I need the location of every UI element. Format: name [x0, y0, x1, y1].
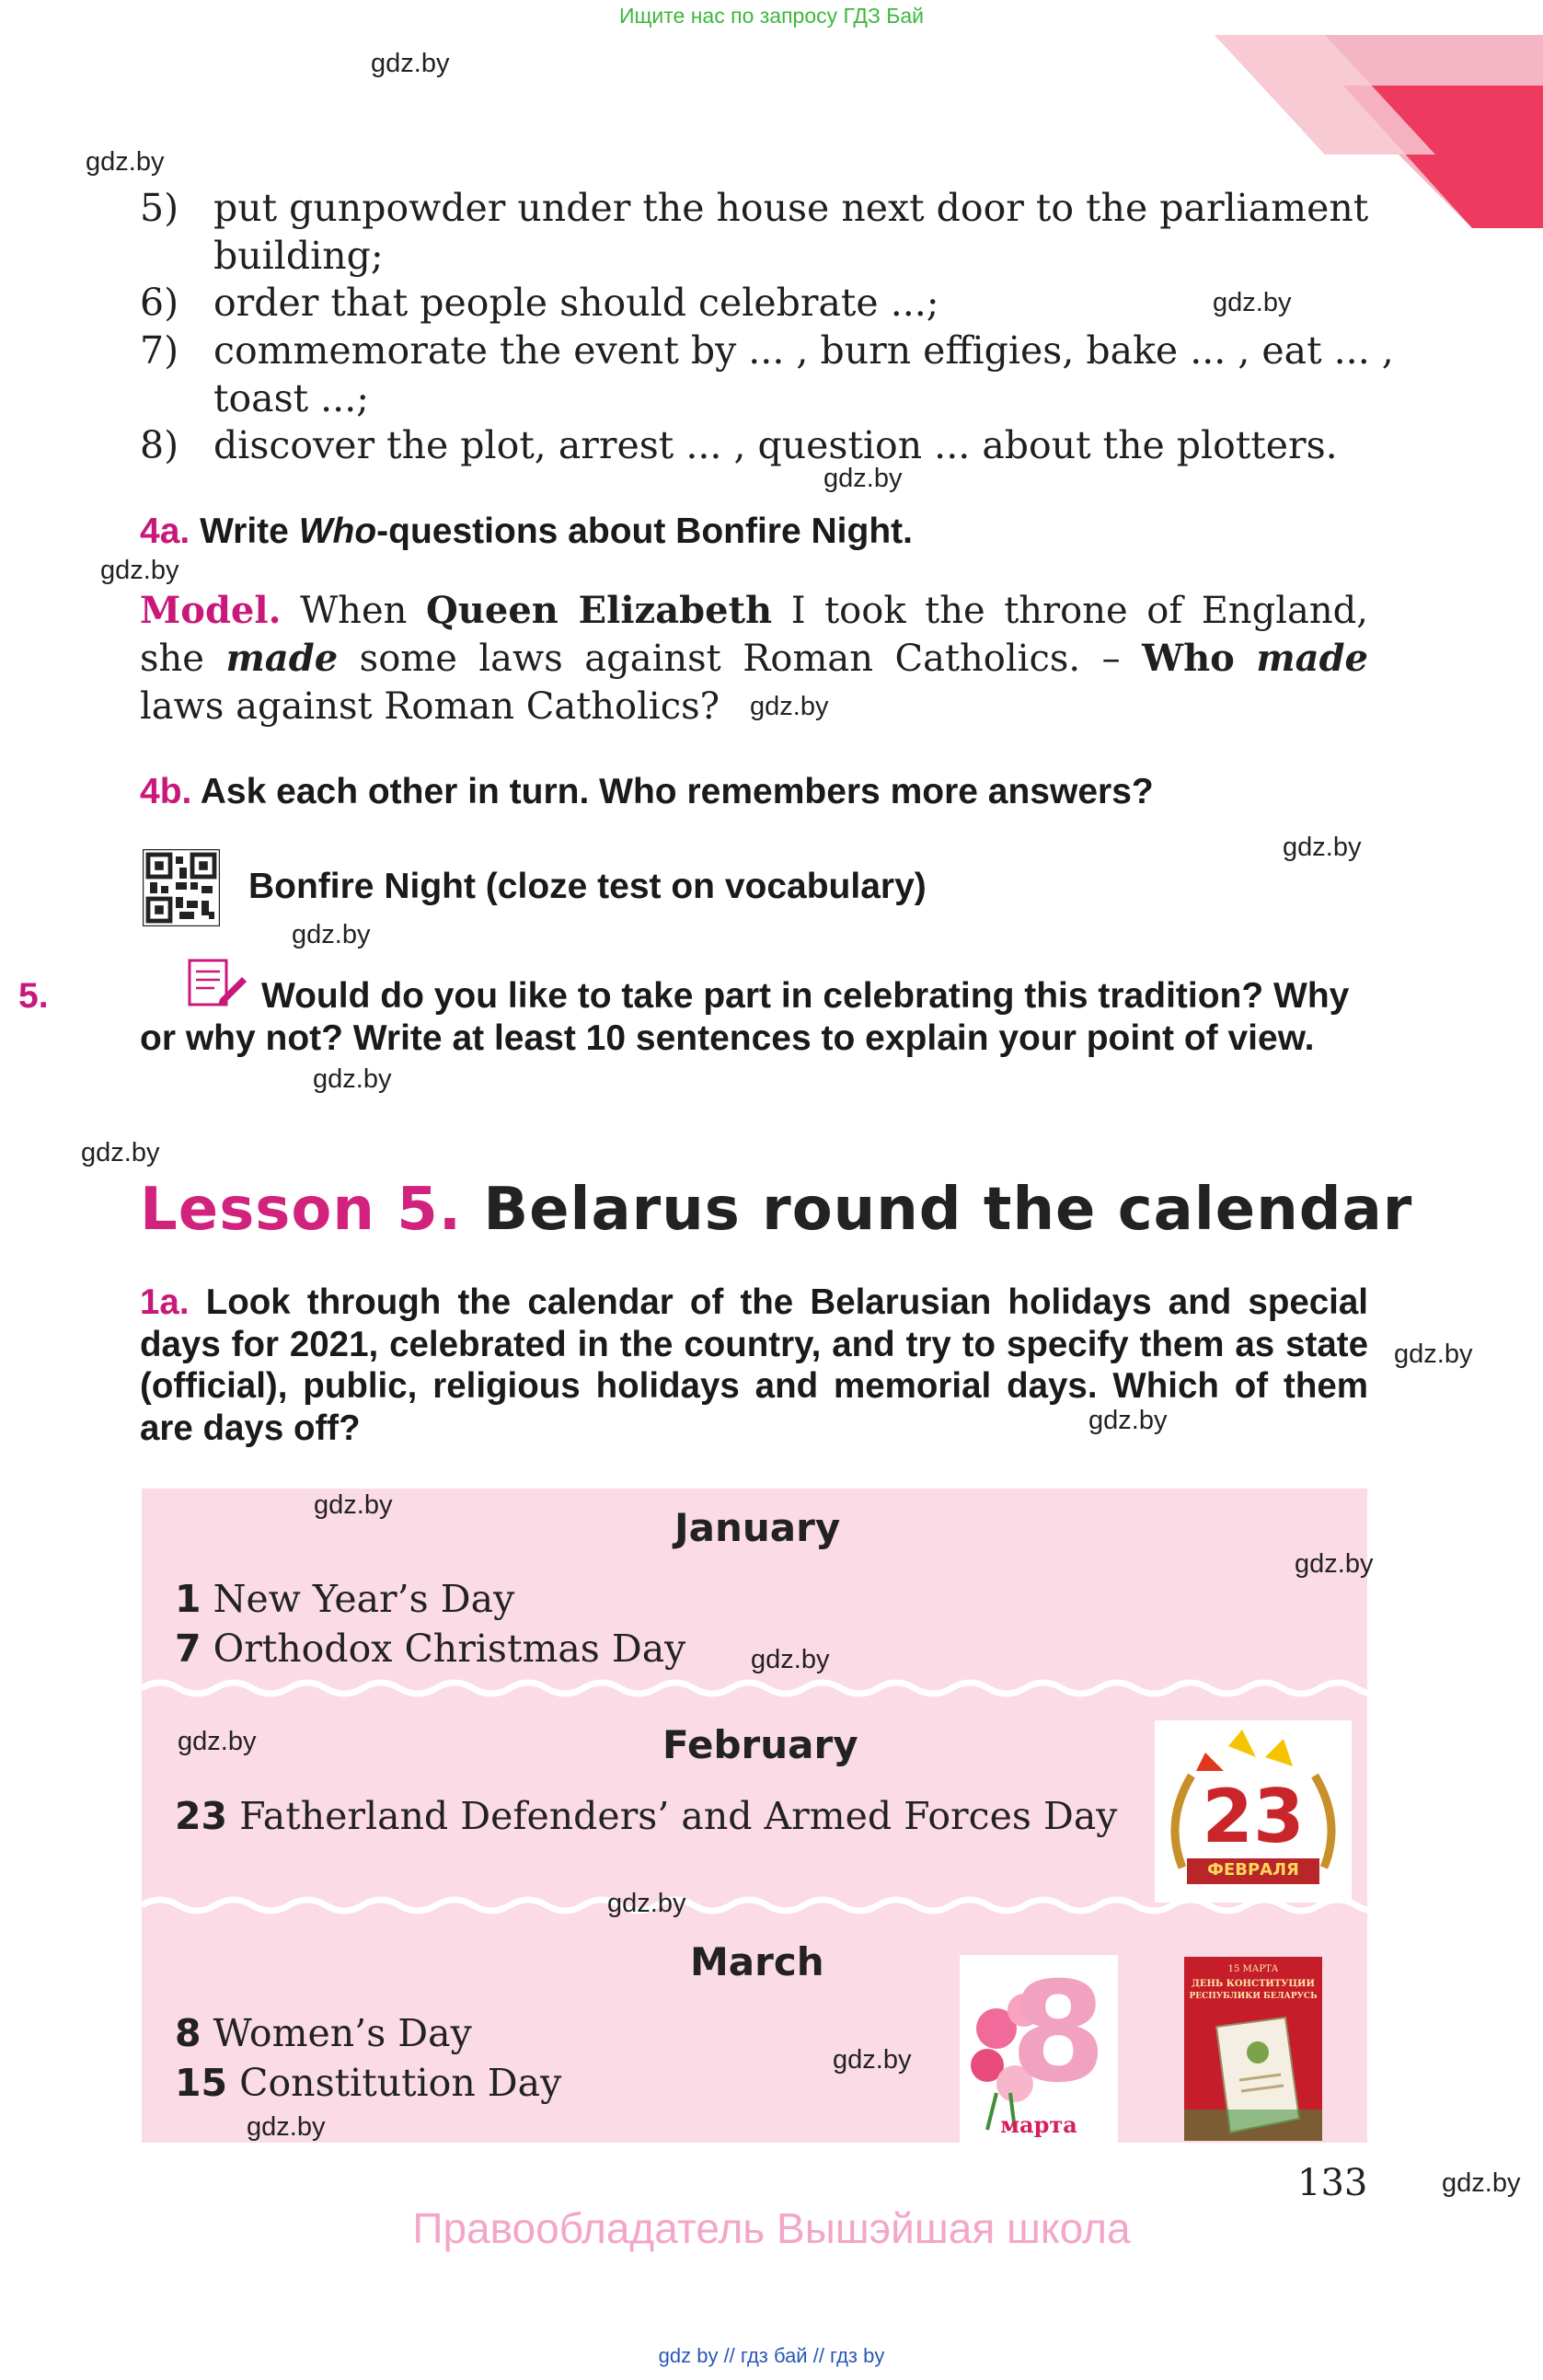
- holiday-day: 7: [175, 1627, 202, 1671]
- watermark: gdz.by: [1283, 833, 1362, 862]
- holiday-day: 15: [175, 2061, 228, 2105]
- watermark: gdz.by: [607, 1889, 686, 1918]
- top-banner[interactable]: Ищите нас по запросу ГДЗ Бай: [618, 4, 925, 28]
- list-item: [140, 184, 1368, 280]
- lesson-heading: [140, 1176, 1412, 1244]
- watermark: gdz.by: [750, 692, 829, 721]
- watermark: gdz.by: [247, 2112, 326, 2142]
- list-item-continuation: toast ...;: [213, 376, 370, 420]
- watermark: gdz.by: [86, 147, 165, 177]
- task-text: -questions about Bonfire Night.: [376, 512, 913, 551]
- task-text: Write: [200, 512, 299, 551]
- task-4b: [140, 771, 1368, 813]
- footer-links[interactable]: gdz by // гдз бай // гдз by: [658, 2344, 885, 2367]
- watermark: gdz.by: [833, 2045, 912, 2075]
- qr-code-icon[interactable]: [143, 849, 220, 926]
- list-item-text: discover the plot, arrest ... , question ... about the plotters.: [213, 423, 1338, 467]
- model-italic: made: [225, 637, 339, 680]
- watermark: gdz.by: [1442, 2168, 1521, 2198]
- model-label: Model.: [140, 589, 282, 632]
- holiday-name: Orthodox Christmas Day: [213, 1627, 686, 1671]
- list-item-text: order that people should celebrate ...;: [213, 281, 939, 325]
- holiday-name: New Year’s Day: [213, 1577, 515, 1621]
- constitution-line3: РЕСПУБЛИКИ БЕЛАРУСЬ: [1189, 1992, 1318, 2001]
- list-item-text: commemorate the event by ... , burn effigies, bake ... , eat ... ,: [213, 328, 1394, 373]
- watermark: gdz.by: [314, 1490, 393, 1520]
- list-item-continuation: building;: [213, 234, 384, 278]
- lesson-number: Lesson 5.: [140, 1176, 463, 1244]
- holiday-name: Constitution Day: [239, 2061, 562, 2105]
- holiday-entry: [175, 1577, 514, 1621]
- constitution-book-icon: [1184, 2008, 1322, 2141]
- holiday-entry: [175, 1794, 1117, 1838]
- holiday-entry: [175, 2011, 472, 2055]
- holiday-day: 23: [175, 1794, 228, 1838]
- watermark: gdz.by: [1213, 288, 1292, 317]
- month-title-march: March: [690, 1939, 824, 1984]
- watermark: gdz.by: [100, 556, 179, 585]
- task-text: Ask each other in turn. Who remembers more answers?: [200, 772, 1154, 811]
- list-item-number: 7): [140, 328, 179, 373]
- model-bold: Queen Elizabeth: [425, 589, 773, 632]
- list-item-number: 6): [140, 281, 179, 325]
- task-number: 1a.: [140, 1282, 190, 1322]
- watermark: gdz.by: [1394, 1339, 1473, 1369]
- holiday-day: 1: [175, 1577, 202, 1621]
- holiday-day: 8: [175, 2011, 202, 2055]
- feb-23-big-number: 23: [1202, 1774, 1305, 1859]
- task-number: 4b.: [140, 772, 192, 811]
- watermark: gdz.by: [823, 464, 903, 493]
- task-text-italic: Who: [298, 512, 377, 551]
- copyright-holder: Правообладатель Вышэйшая школа: [412, 2204, 1131, 2252]
- task-text: Would do you like to take part in celebrating this tradition? Why or why not? Write at least 10 sentences to explain your point of view.: [140, 976, 1350, 1058]
- constitution-line2: ДЕНЬ КОНСТИТУЦИИ: [1192, 1979, 1315, 1989]
- task-text: Look through the calendar of the Belarusian holidays and special days for 2021, celebrated in the country, and try to specify them as state (official), public, religious holidays and memorial days. Which of them are days off?: [140, 1282, 1368, 1448]
- task-5: [18, 975, 1368, 1060]
- model-italic: made: [1256, 637, 1369, 680]
- watermark: gdz.by: [1295, 1549, 1374, 1579]
- holiday-entry: [175, 2061, 561, 2105]
- list-item: [140, 327, 1394, 422]
- constitution-book-image: [1184, 1957, 1322, 2141]
- watermark: gdz.by: [313, 1064, 392, 1094]
- model-text: I took the throne of England, she: [140, 590, 1368, 680]
- list-item: [140, 421, 1338, 469]
- model-text: some laws against Roman Catholics. –: [338, 638, 1143, 680]
- holiday-entry: [175, 1627, 685, 1671]
- list-item-text: put gunpowder under the house next door to the parliament: [213, 186, 1369, 230]
- model-example: [140, 587, 1368, 730]
- holiday-name: Fatherland Defenders’ and Armed Forces Day: [239, 1794, 1118, 1838]
- lesson-title: Belarus round the calendar: [483, 1176, 1413, 1244]
- holiday-name: Women’s Day: [213, 2011, 472, 2055]
- task-number: 4a.: [140, 512, 190, 551]
- task-4a: [140, 511, 1368, 553]
- feb-23-image: [1155, 1720, 1352, 1903]
- watermark: gdz.by: [81, 1138, 160, 1167]
- task-number: 5.: [18, 976, 49, 1016]
- list-item: [140, 279, 939, 327]
- march-8-image: [960, 1955, 1118, 2143]
- watermark: gdz.by: [1088, 1406, 1168, 1435]
- feb-23-caption: ФЕВРАЛЯ: [1207, 1860, 1299, 1880]
- constitution-line1: 15 МАРТА: [1227, 1964, 1279, 1974]
- page-number: 133: [1297, 2162, 1368, 2204]
- watermark: gdz.by: [292, 920, 371, 949]
- watermark: gdz.by: [371, 49, 450, 78]
- march-8-big-number: 8: [1010, 1953, 1107, 2113]
- watermark: gdz.by: [178, 1727, 257, 1756]
- march-8-caption: марта: [1000, 2111, 1077, 2138]
- list-item-number: 5): [140, 186, 179, 230]
- qr-link-text[interactable]: Bonfire Night (cloze test on vocabulary): [248, 867, 927, 906]
- list-item-number: 8): [140, 423, 179, 467]
- section-divider: [142, 1676, 1367, 1700]
- watermark: gdz.by: [751, 1645, 830, 1674]
- month-title-february: February: [662, 1722, 858, 1767]
- model-text: When: [281, 590, 426, 632]
- model-bold: Who: [1142, 637, 1235, 680]
- task-1a: [140, 1282, 1368, 1449]
- month-title-january: January: [674, 1505, 841, 1550]
- model-text: laws against Roman Catholics?: [140, 685, 720, 728]
